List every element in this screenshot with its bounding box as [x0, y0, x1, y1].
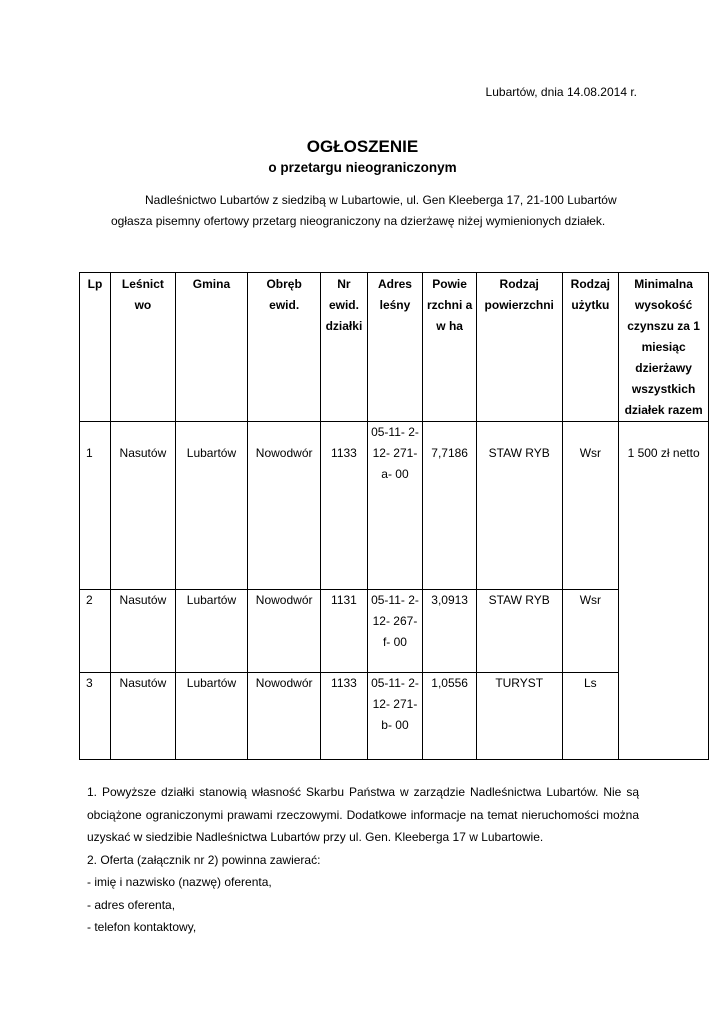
cell-lesnictwo: Nasutów	[110, 422, 175, 590]
note-paragraph-1: 1. Powyższe działki stanowią własność Skarbu Państwa w zarządzie Nadleśnictwa Lubartów. Nie są obciążone ograniczonymi prawami rzeczowymi. Dodatkowe informacje na temat nieruchomości można uzyskać w siedzibie Nadleśnictwa Lubartów przy ul. Gen. Kleeberga 17 w Lubartowie.	[87, 785, 639, 844]
cell-min-czynsz: 1 500 zł netto	[619, 422, 709, 760]
notes-section	[87, 781, 639, 939]
cell-gmina: Lubartów	[175, 422, 247, 590]
cell-lesnictwo: Nasutów	[110, 590, 175, 673]
cell-rodzaj-uzytku: Wsr	[562, 422, 619, 590]
table-row	[80, 422, 709, 590]
cell-rodzaj-powierzchni: STAW RYB	[476, 590, 562, 673]
plots-table	[79, 272, 709, 760]
cell-gmina: Lubartów	[175, 673, 247, 760]
header-powierzchnia: Powie rzchni a w ha	[423, 273, 477, 422]
date-line: Lubartów, dnia 14.08.2014 r.	[485, 85, 637, 99]
note-paragraph-2: 2. Oferta (załącznik nr 2) powinna zawierać:	[87, 852, 321, 867]
cell-nr: 1133	[321, 673, 367, 760]
cell-gmina: Lubartów	[175, 590, 247, 673]
document-subtitle: o przetargu nieograniczonym	[268, 160, 457, 175]
header-lp: Lp	[80, 273, 111, 422]
cell-nr: 1133	[321, 422, 367, 590]
header-min-czynsz: Minimalna wysokość czynszu za 1 miesiąc dzierżawy wszystkich działek razem	[619, 273, 709, 422]
cell-nr: 1131	[321, 590, 367, 673]
note-item: - imię i nazwisko (nazwę) oferenta,	[87, 875, 272, 889]
cell-obreb: Nowodwór	[248, 422, 321, 590]
header-nr: Nr ewid. działki	[321, 273, 367, 422]
intro-line-2: ogłasza pisemny ofertowy przetarg nieograniczony na dzierżawę niżej wymienionych działek.	[111, 214, 606, 228]
cell-adres: 05-11- 2-12- 267-f- 00	[367, 590, 423, 673]
cell-lp: 3	[80, 673, 111, 760]
cell-rodzaj-powierzchni: TURYST	[476, 673, 562, 760]
note-item: - adres oferenta,	[87, 897, 176, 912]
cell-lesnictwo: Nasutów	[110, 673, 175, 760]
cell-obreb: Nowodwór	[248, 673, 321, 760]
cell-powierzchnia: 3,0913	[423, 590, 477, 673]
cell-rodzaj-uzytku: Wsr	[562, 590, 619, 673]
header-rodzaj-powierzchni: Rodzaj powierzchni	[476, 273, 562, 422]
note-item: - telefon kontaktowy,	[87, 920, 197, 934]
table-row	[80, 590, 709, 673]
header-lesnictwo: Leśnict wo	[110, 273, 175, 422]
header-obreb: Obręb ewid.	[248, 273, 321, 422]
cell-adres: 05-11- 2-12- 271-a- 00	[367, 422, 423, 590]
table-header-row	[80, 273, 709, 422]
cell-adres: 05-11- 2-12- 271-b- 00	[367, 673, 423, 760]
header-adres: Adres leśny	[367, 273, 423, 422]
document-title: OGŁOSZENIE	[306, 137, 419, 156]
cell-obreb: Nowodwór	[248, 590, 321, 673]
table-row	[80, 673, 709, 760]
header-rodzaj-uzytku: Rodzaj użytku	[562, 273, 619, 422]
intro-line-1: Nadleśnictwo Lubartów z siedzibą w Lubartowie, ul. Gen Kleeberga 17, 21-100 Lubartów	[145, 193, 617, 207]
cell-rodzaj-powierzchni: STAW RYB	[476, 422, 562, 590]
cell-rodzaj-uzytku: Ls	[562, 673, 619, 760]
cell-powierzchnia: 1,0556	[423, 673, 477, 760]
cell-powierzchnia: 7,7186	[423, 422, 477, 590]
cell-lp: 1	[80, 422, 111, 590]
header-gmina: Gmina	[175, 273, 247, 422]
cell-lp: 2	[80, 590, 111, 673]
